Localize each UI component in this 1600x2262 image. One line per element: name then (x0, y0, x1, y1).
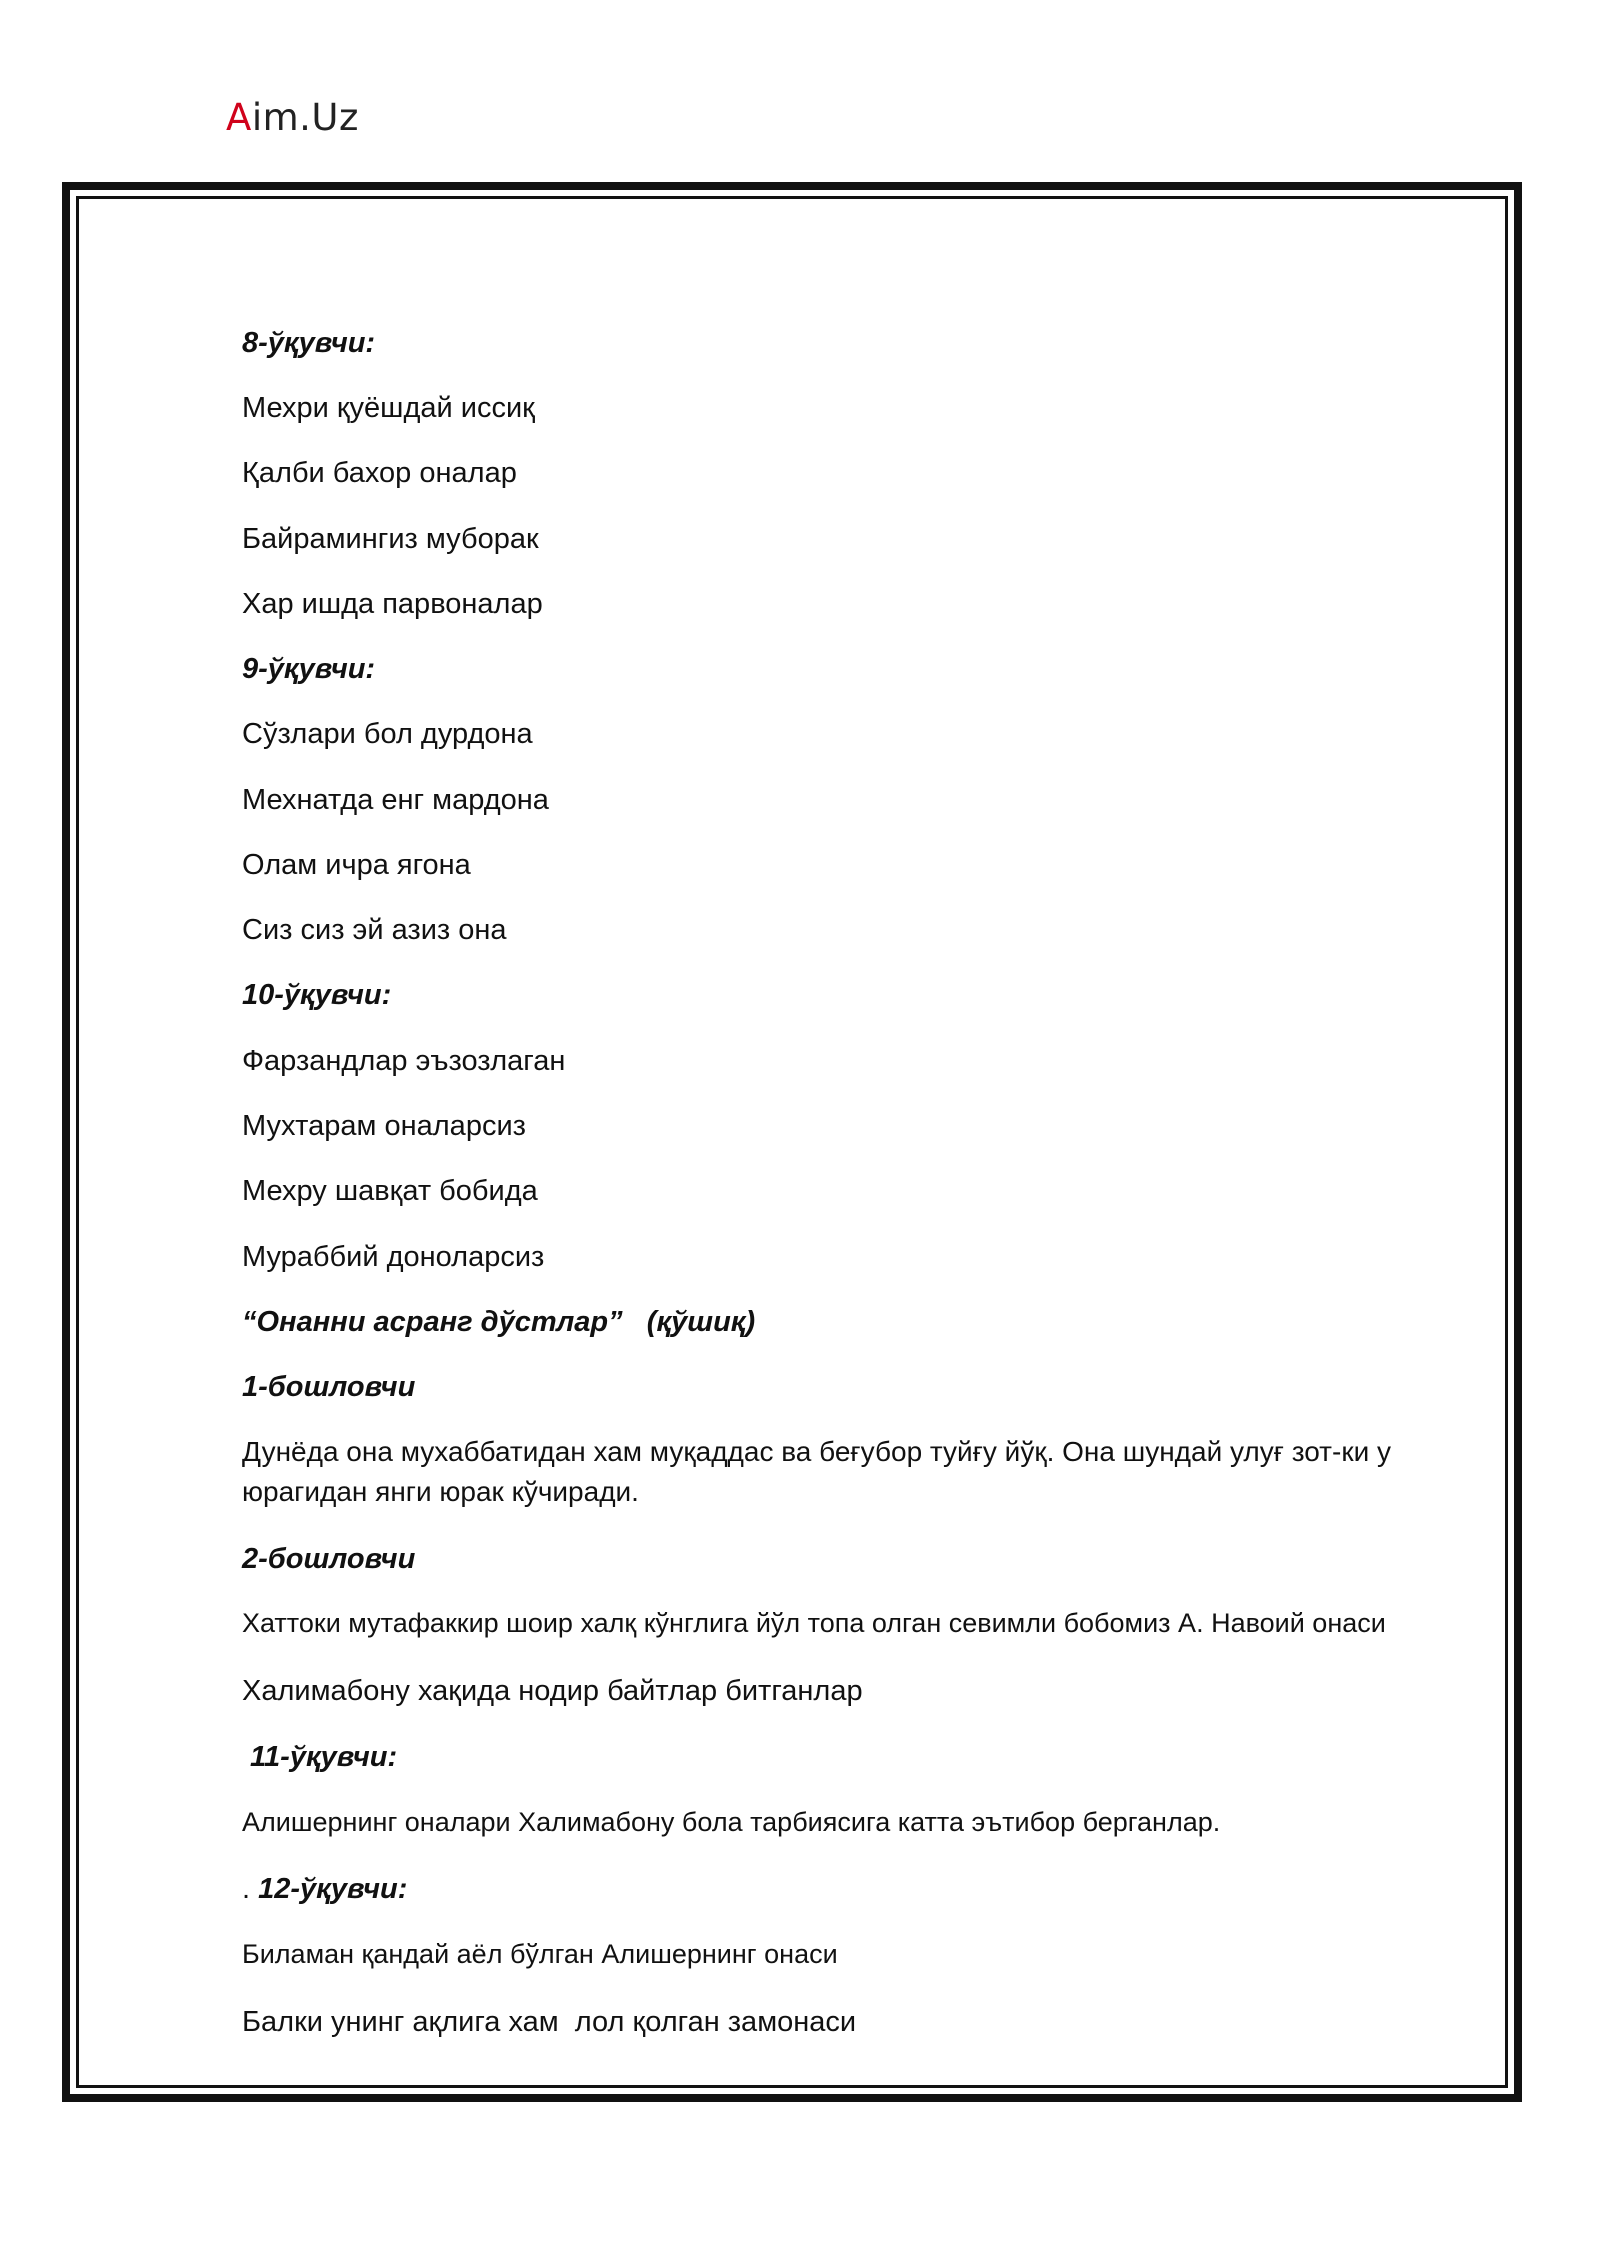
student-12-line-1: Биламан қандай аёл бўлган Алишернинг онаси (242, 1939, 838, 1969)
student-11-text: Алишернинг оналари Халимабону бола тарбиясига катта эътибор берганлар. (242, 1807, 1221, 1837)
logo-text: im.Uz (251, 96, 359, 139)
student-10-line-2: Мухтарам оналарсиз (242, 1110, 526, 1142)
host-2-heading: 2-бошловчи (242, 1543, 416, 1575)
student-10-line-3: Мехру шавқат бобида (242, 1175, 538, 1207)
host-2-line-2: Халимабону хақида нодир байтлар битганлар (242, 1675, 863, 1707)
student-10-line-4: Мураббий доноларсиз (242, 1241, 545, 1273)
student-12-heading-line (242, 1872, 407, 1907)
student-12-heading: 12-ўқувчи: (258, 1873, 408, 1905)
host-1-heading: 1-бошловчи (242, 1371, 416, 1403)
student-9-line-2: Мехнатда енг мардона (242, 784, 549, 816)
student-8-line-1: Мехри қуёшдай иссиқ (242, 392, 535, 424)
student-10-line-1: Фарзандлар эъзозлаган (242, 1045, 566, 1077)
student-9-heading: 9-ўқувчи: (242, 653, 376, 685)
student-8-line-2: Қалби бахор оналар (242, 457, 517, 489)
host-1-paragraph: Дунёда она мухаббатидан хам муқаддас ва беғубор туйғу йўқ. Она шундай улуғ зот-ки у юрагидан янги юрак кўчиради. (242, 1436, 1391, 1507)
student-9-line-1: Сўзлари бол дурдона (242, 718, 533, 750)
student-8-line-3: Байрамингиз муборак (242, 523, 539, 555)
student-8-line-4: Хар ишда парвоналар (242, 588, 543, 620)
student-9-line-3: Олам ичра ягона (242, 849, 471, 881)
student-8-heading: 8-ўқувчи: (242, 327, 376, 359)
student-12-line-2: Балки унинг ақлига хам лол қолган замонаси (242, 2006, 857, 2038)
song-title-heading: “Онанни асранг дўстлар” (қўшиқ) (242, 1306, 756, 1338)
host-2-line-1: Хаттоки мутафаккир шоир халқ кўнглига йўл топа олган севимли бобомиз А. Навоий онаси (242, 1608, 1386, 1638)
logo-accent-letter: A (226, 96, 252, 139)
student-9-line-4: Сиз сиз эй азиз она (242, 914, 507, 946)
student-11-heading: 11-ўқувчи: (242, 1741, 398, 1773)
student-12-prefix: . (242, 1873, 259, 1905)
site-logo (226, 96, 359, 139)
student-10-heading: 10-ўқувчи: (242, 979, 392, 1011)
